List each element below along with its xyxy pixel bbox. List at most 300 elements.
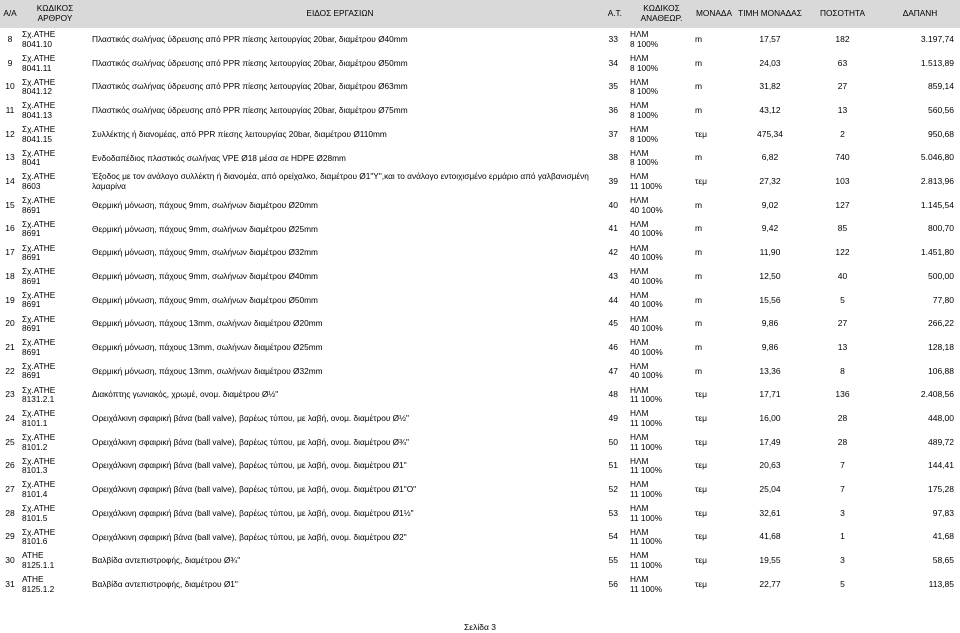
revision-code-line: ΗΛΜ xyxy=(630,100,649,111)
quantity: 27 xyxy=(837,318,848,329)
row-number: 18 xyxy=(5,270,15,281)
revision-code-line: ΗΛΜ xyxy=(630,337,649,348)
revision-code-line: 8 100% xyxy=(630,109,659,120)
row-number: 11 xyxy=(5,105,15,116)
unit: m xyxy=(695,294,703,305)
unit-price: 9,86 xyxy=(761,341,779,352)
header-cat-code: ΚΩΔΙΚΟΣ ΑΝΑΘΕΩΡ. xyxy=(640,3,683,23)
revision-code-line: 40 100% xyxy=(630,323,663,334)
article-code xyxy=(20,454,90,478)
at-number: 38 xyxy=(608,152,618,163)
header-unit: ΜΟΝΑΔΑ xyxy=(696,8,732,19)
row-number: 9 xyxy=(7,57,13,68)
article-code-line: 8101.5 xyxy=(22,512,48,523)
table-body xyxy=(0,28,960,597)
revision-code xyxy=(630,28,693,52)
unit-price: 27,32 xyxy=(759,176,781,187)
article-code xyxy=(20,99,90,123)
unit-price: 11,90 xyxy=(759,247,781,258)
cost: 859,14 xyxy=(928,81,954,92)
unit: τεμ xyxy=(695,176,708,187)
table-row xyxy=(0,407,960,431)
header-code: ΚΩΔΙΚΟΣ ΑΡΘΡΟΥ xyxy=(36,3,74,23)
revision-code-line: ΗΛΜ xyxy=(630,384,649,395)
revision-code-line: 40 100% xyxy=(630,252,663,263)
revision-code-line: ΗΛΜ xyxy=(630,503,649,514)
at-number: 42 xyxy=(608,247,618,258)
revision-code-line: 11 100% xyxy=(630,441,663,452)
unit-price: 31,82 xyxy=(759,81,781,92)
at-number: 53 xyxy=(608,507,618,518)
article-code-line: 8101.4 xyxy=(22,488,48,499)
quantity: 127 xyxy=(835,199,850,210)
quantity: 7 xyxy=(840,460,845,471)
article-code xyxy=(20,312,90,336)
quantity: 5 xyxy=(840,578,845,589)
work-description: Θερμική μόνωση, πάχους 9mm, σωλήνων διαμέτρου Ø25mm xyxy=(92,223,318,234)
at-number: 43 xyxy=(608,270,618,281)
revision-code-line: 8 100% xyxy=(630,38,659,49)
unit: τεμ xyxy=(695,412,708,423)
revision-code-line: 40 100% xyxy=(630,370,663,381)
table-row xyxy=(0,549,960,573)
revision-code-line: 11 100% xyxy=(630,417,663,428)
row-number: 26 xyxy=(5,460,15,471)
table-row xyxy=(0,194,960,218)
work-description: Πλαστικός σωλήνας ύδρευσης από PPR πίεσης λειτουργίας 20bar, διαμέτρου Ø75mm xyxy=(92,105,408,116)
header-cost: ΔΑΠΑΝΗ xyxy=(902,8,938,19)
article-code-line: 8691 xyxy=(22,275,41,286)
revision-code-line: ΗΛΜ xyxy=(630,289,649,300)
article-code xyxy=(20,573,90,597)
unit: m xyxy=(695,57,703,68)
at-number: 55 xyxy=(608,555,618,566)
article-code xyxy=(20,265,90,289)
cost: 3.197,74 xyxy=(920,33,954,44)
article-code-line: Σχ.ΑΤΗΕ xyxy=(22,479,56,490)
unit-price: 6,82 xyxy=(761,152,779,163)
article-code-line: 8125.1.1 xyxy=(22,559,55,570)
work-description: Θερμική μόνωση, πάχους 13mm, σωλήνων διαμέτρου Ø25mm xyxy=(92,342,323,353)
table-row xyxy=(0,265,960,289)
unit: m xyxy=(695,247,703,258)
revision-code-line: 11 100% xyxy=(630,394,663,405)
revision-code xyxy=(630,360,693,384)
table-row xyxy=(0,170,960,194)
at-number: 48 xyxy=(608,389,618,400)
quantity: 28 xyxy=(837,436,848,447)
table-row xyxy=(0,360,960,384)
revision-code-line: 11 100% xyxy=(630,488,663,499)
revision-code xyxy=(630,383,693,407)
revision-code xyxy=(630,525,693,549)
row-number: 14 xyxy=(5,176,15,187)
article-code-line: Σχ.ΑΤΗΕ xyxy=(22,266,56,277)
at-number: 54 xyxy=(608,531,618,542)
article-code xyxy=(20,360,90,384)
work-description: Πλαστικός σωλήνας ύδρευσης από PPR πίεσης λειτουργίας 20bar, διαμέτρου Ø40mm xyxy=(92,34,408,45)
row-number: 21 xyxy=(5,341,15,352)
article-code-line: Σχ.ΑΤΗΕ xyxy=(22,76,56,87)
article-code xyxy=(20,336,90,360)
article-code-line: 8101.3 xyxy=(22,465,48,476)
work-description: Ορειχάλκινη σφαιρική βάνα (ball valve), βαρέως τύπου, με λαβή, ονομ. διαμέτρου Ø¾" xyxy=(92,436,409,447)
revision-code xyxy=(630,573,693,597)
article-code-line: Σχ.ΑΤΗΕ xyxy=(22,289,56,300)
quantity: 136 xyxy=(835,389,850,400)
unit-price: 19,55 xyxy=(759,555,781,566)
quantity: 28 xyxy=(837,412,848,423)
at-number: 40 xyxy=(608,199,618,210)
article-code-line: 8125.1.2 xyxy=(22,583,55,594)
article-code-line: 8691 xyxy=(22,323,41,334)
work-description: Θερμική μόνωση, πάχους 13mm, σωλήνων διαμέτρου Ø20mm xyxy=(92,318,323,329)
unit: τεμ xyxy=(695,436,708,447)
revision-code-line: 40 100% xyxy=(630,204,663,215)
unit: m xyxy=(695,270,703,281)
article-code xyxy=(20,194,90,218)
revision-code xyxy=(630,289,693,313)
revision-code xyxy=(630,549,693,573)
cost: 1.513,89 xyxy=(920,57,954,68)
unit: m xyxy=(695,223,703,234)
revision-code-line: 40 100% xyxy=(630,299,663,310)
table-row xyxy=(0,28,960,52)
unit: m xyxy=(695,81,703,92)
cost: 1.451,80 xyxy=(920,247,954,258)
table-row xyxy=(0,383,960,407)
unit: τεμ xyxy=(695,578,708,589)
row-number: 12 xyxy=(5,128,15,139)
article-code-line: 8041 xyxy=(22,157,41,168)
table-row xyxy=(0,431,960,455)
revision-code-line: ΗΛΜ xyxy=(630,29,649,40)
cost: 41,68 xyxy=(932,531,954,542)
revision-code-line: 40 100% xyxy=(630,346,663,357)
revision-code-line: ΗΛΜ xyxy=(630,360,649,371)
revision-code-line: ΗΛΜ xyxy=(630,526,649,537)
at-number: 36 xyxy=(608,105,618,116)
row-number: 20 xyxy=(5,318,15,329)
article-code-line: Σχ.ΑΤΗΕ xyxy=(22,337,56,348)
unit-price: 32,61 xyxy=(759,507,781,518)
revision-code xyxy=(630,336,693,360)
quantity: 5 xyxy=(840,294,845,305)
revision-code-line: ΗΛΜ xyxy=(630,313,649,324)
work-description: Ορειχάλκινη σφαιρική βάνα (ball valve), βαρέως τύπου, με λαβή, ονομ. διαμέτρου Ø½" xyxy=(92,413,409,424)
work-description: Βαλβίδα αντεπιστροφής, διαμέτρου Ø1" xyxy=(92,578,238,589)
row-number: 29 xyxy=(5,531,15,542)
article-code-line: ΑΤΗΕ xyxy=(22,574,44,585)
revision-code xyxy=(630,454,693,478)
at-number: 47 xyxy=(608,365,618,376)
row-number: 15 xyxy=(5,199,15,210)
row-number: 16 xyxy=(5,223,15,234)
revision-code-line: ΗΛΜ xyxy=(630,147,649,158)
article-code xyxy=(20,52,90,76)
revision-code-line: ΗΛΜ xyxy=(630,53,649,63)
revision-code-line: 11 100% xyxy=(630,559,663,570)
revision-code xyxy=(630,312,693,336)
quantity: 40 xyxy=(837,270,848,281)
table-row xyxy=(0,454,960,478)
at-number: 50 xyxy=(608,436,618,447)
cost: 97,83 xyxy=(932,507,954,518)
article-code-line: Σχ.ΑΤΗΕ xyxy=(22,29,56,40)
quantity: 27 xyxy=(837,81,848,92)
revision-code-line: ΗΛΜ xyxy=(630,195,649,206)
revision-code-line: 8 100% xyxy=(630,157,659,168)
work-description: Πλαστικός σωλήνας ύδρευσης από PPR πίεσης λειτουργίας 20bar, διαμέτρου Ø50mm xyxy=(92,57,408,68)
unit-price: 24,03 xyxy=(759,57,781,68)
table-row xyxy=(0,573,960,597)
work-description: Διακόπτης γωνιακός, χρωμέ, ονομ. διαμέτρου Ø½" xyxy=(92,389,279,400)
revision-code-line: 8 100% xyxy=(630,86,659,97)
article-code-line: 8101.6 xyxy=(22,536,48,547)
at-number: 39 xyxy=(608,176,618,187)
work-description: Ορειχάλκινη σφαιρική βάνα (ball valve), βαρέως τύπου, με λαβή, ονομ. διαμέτρου Ø2" xyxy=(92,531,407,542)
article-code-line: Σχ.ΑΤΗΕ xyxy=(22,53,56,63)
row-number: 22 xyxy=(5,365,15,376)
unit: τεμ xyxy=(695,507,708,518)
unit-price: 9,02 xyxy=(761,199,779,210)
cost: 500,00 xyxy=(928,270,954,281)
unit: τεμ xyxy=(695,128,708,139)
at-number: 51 xyxy=(608,460,618,471)
cost: 175,28 xyxy=(928,484,954,495)
revision-code-line: ΗΛΜ xyxy=(630,408,649,419)
article-code xyxy=(20,241,90,265)
cost: 144,41 xyxy=(928,460,954,471)
article-code xyxy=(20,525,90,549)
article-code-line: Σχ.ΑΤΗΕ xyxy=(22,313,56,324)
article-code-line: Σχ.ΑΤΗΕ xyxy=(22,100,56,111)
revision-code xyxy=(630,146,693,170)
header-quantity: ΠΟΣΟΤΗΤΑ xyxy=(819,8,866,19)
revision-code-line: 11 100% xyxy=(630,180,663,191)
article-code-line: Σχ.ΑΤΗΕ xyxy=(22,124,56,135)
row-number: 31 xyxy=(5,578,15,589)
work-description: Πλαστικός σωλήνας ύδρευσης από PPR πίεσης λειτουργίας 20bar, διαμέτρου Ø63mm xyxy=(92,81,408,92)
cost: 950,68 xyxy=(928,128,954,139)
at-number: 34 xyxy=(608,57,618,68)
row-number: 17 xyxy=(5,247,15,258)
cost: 2.813,96 xyxy=(920,176,954,187)
article-code-line: Σχ.ΑΤΗΕ xyxy=(22,171,56,182)
article-code-line: Σχ.ΑΤΗΕ xyxy=(22,455,56,466)
article-code-line: 8691 xyxy=(22,252,41,263)
article-code-line: Σχ.ΑΤΗΕ xyxy=(22,384,56,395)
article-code xyxy=(20,549,90,573)
quantity: 740 xyxy=(835,152,850,163)
unit-price: 475,34 xyxy=(757,128,783,139)
unit-price: 41,68 xyxy=(759,531,781,542)
header-at: Α.Τ. xyxy=(607,8,622,19)
revision-code xyxy=(630,123,693,147)
unit-price: 25,04 xyxy=(759,484,781,495)
at-number: 37 xyxy=(608,128,618,139)
article-code-line: Σχ.ΑΤΗΕ xyxy=(22,147,56,158)
at-number: 56 xyxy=(608,578,618,589)
article-code-line: Σχ.ΑΤΗΕ xyxy=(22,408,56,419)
cost: 489,72 xyxy=(928,436,954,447)
table-row xyxy=(0,525,960,549)
work-description: Βαλβίδα αντεπιστροφής, διαμέτρου Ø¾" xyxy=(92,555,241,566)
unit-price: 43,12 xyxy=(759,105,781,116)
unit: m xyxy=(695,365,703,376)
cost: 2.408,56 xyxy=(920,389,954,400)
work-description: Έξοδος με τον ανάλογο συλλέκτη ή διανομέα, από ορείχαλκο, διαμέτρου Ø1"Υ",και το ανάλογο εντοιχισμένο ερμάριο από γαλβανισμένη λαμαρίνα xyxy=(92,171,589,191)
revision-code-line: ΗΛΜ xyxy=(630,479,649,490)
revision-code-line: ΗΛΜ xyxy=(630,218,649,229)
table-row xyxy=(0,123,960,147)
revision-code-line: 40 100% xyxy=(630,228,663,239)
work-description: Ορειχάλκινη σφαιρική βάνα (ball valve), βαρέως τύπου, με λαβή, ονομ. διαμέτρου Ø1"Ο" xyxy=(92,484,417,495)
article-code-line: 8131.2.1 xyxy=(22,394,55,405)
header-description: ΕΙΔΟΣ ΕΡΓΑΣΙΩΝ xyxy=(306,8,374,19)
revision-code xyxy=(630,194,693,218)
work-description: Ενδοδαπέδιος πλαστικός σωλήνας VPE Ø18 μέσα σε HDPE Ø28mm xyxy=(92,152,346,163)
unit: τεμ xyxy=(695,531,708,542)
article-code xyxy=(20,28,90,52)
quantity: 13 xyxy=(837,341,848,352)
article-code-line: Σχ.ΑΤΗΕ xyxy=(22,503,56,514)
article-code-line: 8691 xyxy=(22,346,41,357)
article-code-line: 8041.12 xyxy=(22,86,52,97)
unit-price: 22,77 xyxy=(759,578,781,589)
quantity: 3 xyxy=(840,555,845,566)
at-number: 52 xyxy=(608,484,618,495)
article-code xyxy=(20,75,90,99)
at-number: 45 xyxy=(608,318,618,329)
article-code xyxy=(20,478,90,502)
unit: m xyxy=(695,341,703,352)
quantity: 1 xyxy=(840,531,845,542)
unit-price: 13,36 xyxy=(759,365,781,376)
unit-price: 9,42 xyxy=(761,223,779,234)
work-description: Θερμική μόνωση, πάχους 9mm, σωλήνων διαμέτρου Ø32mm xyxy=(92,247,318,258)
quantity: 85 xyxy=(837,223,848,234)
revision-code xyxy=(630,241,693,265)
unit-price: 15,56 xyxy=(759,294,781,305)
table-row xyxy=(0,289,960,313)
revision-code-line: ΗΛΜ xyxy=(630,242,649,253)
article-code-line: 8691 xyxy=(22,299,41,310)
unit-price: 17,49 xyxy=(759,436,781,447)
header-aa: Α/Α xyxy=(3,8,17,19)
revision-code-line: 11 100% xyxy=(630,465,663,476)
article-code-line: Σχ.ΑΤΗΕ xyxy=(22,195,56,206)
cost: 58,65 xyxy=(932,555,954,566)
unit: m xyxy=(695,318,703,329)
revision-code xyxy=(630,170,693,194)
cost: 128,18 xyxy=(928,341,954,352)
article-code xyxy=(20,146,90,170)
revision-code xyxy=(630,99,693,123)
quantity: 8 xyxy=(840,365,845,376)
cost: 266,22 xyxy=(928,318,954,329)
article-code-line: Σχ.ΑΤΗΕ xyxy=(22,432,56,442)
article-code-line: 8041.15 xyxy=(22,133,52,144)
revision-code-line: ΗΛΜ xyxy=(630,455,649,466)
unit: m xyxy=(695,199,703,210)
table-row xyxy=(0,146,960,170)
row-number: 25 xyxy=(5,436,15,447)
at-number: 35 xyxy=(608,81,618,92)
table-row xyxy=(0,241,960,265)
article-code-line: 8691 xyxy=(22,204,41,215)
cost: 448,00 xyxy=(928,412,954,423)
article-code xyxy=(20,123,90,147)
table-row xyxy=(0,478,960,502)
article-code xyxy=(20,170,90,194)
cost: 1.145,54 xyxy=(920,199,954,210)
work-description: Θερμική μόνωση, πάχους 13mm, σωλήνων διαμέτρου Ø32mm xyxy=(92,365,323,376)
revision-code-line: 11 100% xyxy=(630,583,663,594)
article-code-line: 8041.11 xyxy=(22,62,52,73)
article-code-line: 8691 xyxy=(22,370,41,381)
article-code xyxy=(20,383,90,407)
quantity: 7 xyxy=(840,484,845,495)
work-description: Θερμική μόνωση, πάχους 9mm, σωλήνων διαμέτρου Ø50mm xyxy=(92,294,318,305)
unit: τεμ xyxy=(695,389,708,400)
unit-price: 17,71 xyxy=(759,389,781,400)
quantity: 182 xyxy=(835,33,850,44)
revision-code xyxy=(630,407,693,431)
row-number: 28 xyxy=(5,507,15,518)
cost: 5.046,80 xyxy=(920,152,954,163)
article-code-line: 8041.10 xyxy=(22,38,52,49)
article-code-line: 8691 xyxy=(22,228,41,239)
revision-code-line: 8 100% xyxy=(630,133,659,144)
table-row xyxy=(0,52,960,76)
revision-code-line: ΗΛΜ xyxy=(630,550,649,561)
revision-code-line: ΗΛΜ xyxy=(630,432,649,442)
quantity: 13 xyxy=(837,105,848,116)
table-row xyxy=(0,218,960,242)
at-number: 41 xyxy=(608,223,618,234)
revision-code xyxy=(630,478,693,502)
table-row xyxy=(0,99,960,123)
unit: m xyxy=(695,152,703,163)
revision-code xyxy=(630,218,693,242)
article-code xyxy=(20,407,90,431)
cost: 106,88 xyxy=(928,365,954,376)
revision-code-line: ΗΛΜ xyxy=(630,124,649,135)
revision-code-line: ΗΛΜ xyxy=(630,266,649,277)
article-code-line: 8101.2 xyxy=(22,441,48,452)
unit: m xyxy=(695,105,703,116)
revision-code xyxy=(630,265,693,289)
unit-price: 17,57 xyxy=(759,33,781,44)
quantity: 63 xyxy=(837,57,848,68)
quantity: 103 xyxy=(835,176,850,187)
article-code xyxy=(20,289,90,313)
at-number: 33 xyxy=(608,33,618,44)
table-row xyxy=(0,502,960,526)
revision-code xyxy=(630,431,693,455)
unit: τεμ xyxy=(695,484,708,495)
table-row xyxy=(0,75,960,99)
article-code-line: Σχ.ΑΤΗΕ xyxy=(22,526,56,537)
at-number: 49 xyxy=(608,412,618,423)
article-code-line: 8101.1 xyxy=(22,417,48,428)
row-number: 13 xyxy=(5,152,15,163)
at-number: 44 xyxy=(608,294,618,305)
row-number: 19 xyxy=(5,294,15,305)
revision-code-line: ΗΛΜ xyxy=(630,574,649,585)
revision-code-line: 8 100% xyxy=(630,62,659,73)
